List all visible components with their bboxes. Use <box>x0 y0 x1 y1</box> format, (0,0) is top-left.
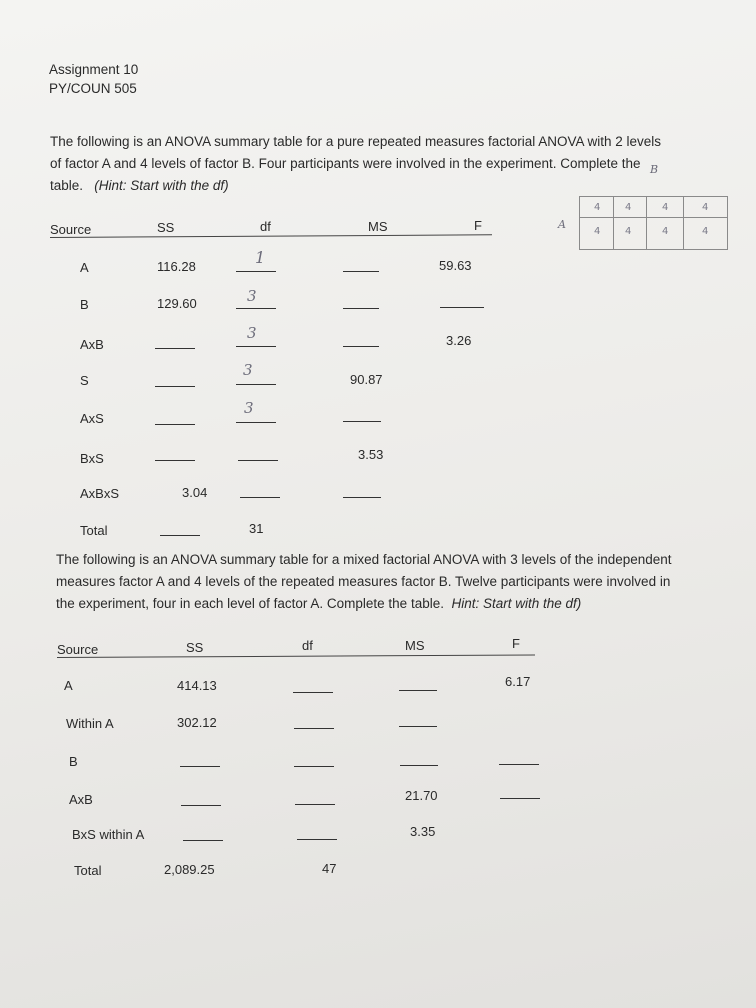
grid-cell: 4 <box>662 226 669 237</box>
column-header-f: F <box>512 636 520 651</box>
row-ss: 2,089.25 <box>164 862 215 877</box>
column-header-ss: SS <box>157 220 175 235</box>
row-source: AxB <box>80 337 104 352</box>
row-df-handwritten: 1 <box>255 248 266 267</box>
row-ss: 302.12 <box>177 715 217 730</box>
row-f: 3.26 <box>446 333 472 348</box>
problem2-intro <box>56 549 672 615</box>
row-source: S <box>80 373 89 388</box>
grid-cell: 4 <box>702 202 709 213</box>
row-ms: 3.53 <box>358 447 384 462</box>
row-source: Total <box>80 523 108 538</box>
row-source: BxS within A <box>72 827 145 842</box>
row-source: B <box>80 297 89 312</box>
problem1-intro-line: The following is an ANOVA summary table for a pure repeated measures factorial ANOVA with 2 levels <box>50 134 662 149</box>
row-f: 59.63 <box>439 258 472 273</box>
problem1-intro <box>50 131 661 197</box>
row-df-handwritten: 3 <box>247 287 257 305</box>
column-header-source: Source <box>50 222 92 237</box>
row-source: Within A <box>66 716 114 731</box>
header-rule <box>50 234 492 238</box>
problem2-intro-line: measures factor A and 4 levels of the repeated measures factor B. Twelve participants were involved in <box>56 574 671 589</box>
problem2-hint: Hint: Start with the df) <box>451 596 582 611</box>
grid-cell: 4 <box>594 226 601 237</box>
margin-grid-a-label: A <box>558 218 566 231</box>
row-source: B <box>69 754 78 769</box>
row-ss: 3.04 <box>182 485 208 500</box>
problem1-intro-last <box>50 175 661 197</box>
row-source: AxS <box>80 411 104 426</box>
row-ss: 129.60 <box>157 296 197 311</box>
row-source: AxBxS <box>80 486 120 501</box>
course-code: PY/COUN 505 <box>49 81 137 96</box>
column-header-source: Source <box>57 642 99 657</box>
grid-cell: 4 <box>625 202 632 213</box>
grid-cell: 4 <box>662 202 669 213</box>
row-source: Total <box>74 863 102 878</box>
margin-grid-box <box>579 196 728 250</box>
row-df-handwritten: 3 <box>244 399 254 417</box>
column-header-f: F <box>474 218 482 233</box>
row-ms: 3.35 <box>410 824 436 839</box>
row-df: 47 <box>322 861 337 876</box>
row-source: BxS <box>80 451 104 466</box>
row-source: AxB <box>69 792 93 807</box>
grid-cell: 4 <box>594 202 601 213</box>
row-df-handwritten: 3 <box>243 361 253 379</box>
problem2-intro-last <box>56 593 672 615</box>
row-source: A <box>64 678 73 693</box>
column-header-df: df <box>260 219 271 234</box>
problem1-intro-line: of factor A and 4 levels of factor B. Four participants were involved in the experiment. Complete the <box>50 156 641 171</box>
problem2-intro-last-text: the experiment, four in each level of factor A. Complete the table. <box>56 596 444 611</box>
row-ms: 90.87 <box>350 372 383 387</box>
problem2-intro-line: The following is an ANOVA summary table for a mixed factorial ANOVA with 3 levels of the independent <box>56 552 672 567</box>
row-ms: 21.70 <box>405 788 438 803</box>
assignment-title: Assignment 10 <box>49 62 139 77</box>
column-header-ss: SS <box>186 640 204 655</box>
row-ss: 414.13 <box>177 678 217 693</box>
column-header-df: df <box>302 638 313 653</box>
problem1-hint: (Hint: Start with the df) <box>94 178 229 193</box>
problem1-intro-last-text: table. <box>50 178 84 193</box>
row-ss: 116.28 <box>157 259 196 274</box>
grid-cell: 4 <box>702 226 709 237</box>
column-header-ms: MS <box>368 219 388 234</box>
row-df-handwritten: 3 <box>247 324 257 342</box>
row-source: A <box>80 260 89 275</box>
row-df: 31 <box>249 521 264 536</box>
grid-cell: 4 <box>625 226 632 237</box>
column-header-ms: MS <box>405 638 425 653</box>
header-rule <box>57 654 535 658</box>
row-f: 6.17 <box>505 674 531 689</box>
margin-grid-b-label: B <box>650 163 659 176</box>
